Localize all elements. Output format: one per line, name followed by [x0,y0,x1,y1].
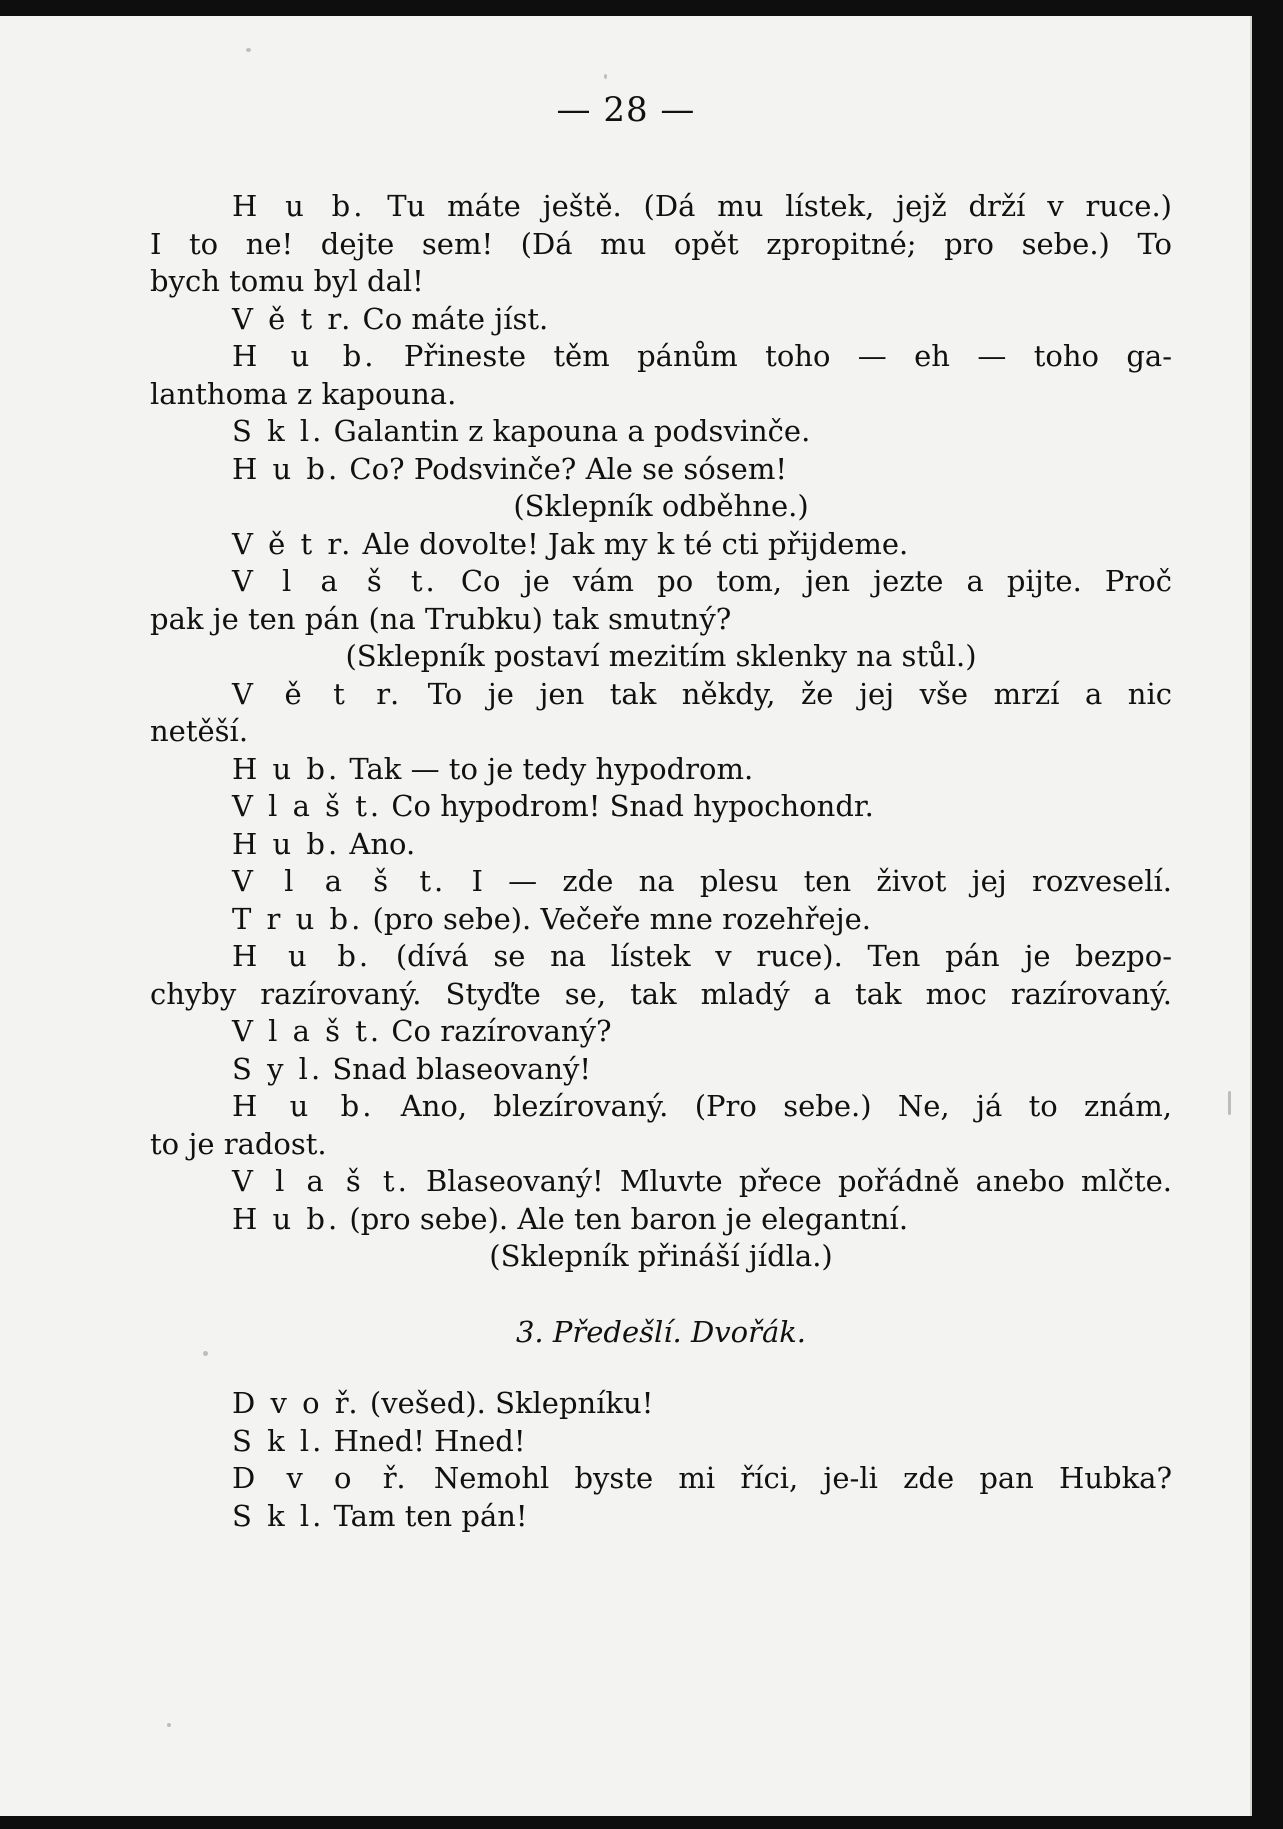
line-text: Tam ten pán! [324,1498,528,1533]
speaker-name: H u b. [232,939,372,973]
line-text: Co hypodrom! Snad hypochondr. [382,789,874,823]
line-text: (pro sebe). Ale ten baron je elegantní. [340,1201,909,1236]
page-number: — 28 — [556,90,696,130]
dialogue-line [150,1385,1172,1423]
line-text: lanthoma z kapouna. [150,376,457,411]
dialogue-block [150,188,1172,1276]
dialogue-line [150,1498,1172,1536]
dialogue-line [150,301,1172,339]
dialogue-line [150,1163,1172,1201]
book-page [0,16,1252,1816]
dialogue-line [150,1423,1172,1461]
line-text: pak je ten pán (na Trubku) tak smutný? [150,601,732,636]
line-text: Co máte jíst. [353,301,549,336]
line-text: Ale dovolte! Jak my k té cti přijdeme. [353,526,909,561]
spacer [150,1351,1172,1385]
line-text: Snad blaseovaný! [323,1051,592,1086]
speaker-name: V ě t r. [232,526,354,561]
dialogue-line [150,863,1172,901]
line-text: netěší. [150,714,249,748]
line-text: Tu máte ještě. (Dá mu lístek, jejž drží v ruce.) [365,189,1172,223]
line-text: Hned! Hned! [324,1423,526,1458]
speaker-name: V ě t r. [232,301,354,336]
line-text: (dívá se na lístek v ruce). Ten pán je bezpo- [371,939,1172,973]
line-text: (Sklepník přináší jídla.) [489,1239,833,1273]
dialogue-line [150,1013,1172,1051]
speaker-name: V l a š t. [232,564,438,598]
paper-speck [167,1723,171,1727]
dialogue-line [150,826,1172,864]
continuation-line [150,976,1172,1014]
line-text: (Sklepník odběhne.) [513,489,809,523]
dialogue-line [150,938,1172,976]
speaker-name: S y l. [232,1051,324,1086]
line-text: Co razírovaný? [382,1014,612,1048]
line-text: to je radost. [150,1126,327,1161]
speaker-name: V ě t r. [232,676,403,711]
speaker-name: H u b. [232,826,341,861]
speaker-name: V l a š t. [232,864,447,898]
speaker-name: D v o ř. [232,1386,361,1420]
page-edge-shadow [1250,16,1252,1816]
speaker-name: S k l. [232,1423,325,1458]
speaker-name: V l a š t. [232,1014,383,1048]
speaker-name: H u b. [232,451,341,486]
speaker-name: V l a š t. [232,1164,410,1198]
dialogue-line [150,1460,1172,1498]
continuation-line [150,263,1172,301]
speaker-name: H u b. [232,751,341,786]
paper-speck [1228,1091,1231,1115]
line-text: Tak — to je tedy hypodrom. [340,751,754,786]
line-text: To je jen tak někdy, že jej vše mrzí a nic [402,676,1172,711]
line-text: (pro sebe). Večeře mne rozehřeje. [363,901,871,936]
speaker-name: H u b. [232,189,366,223]
play-text [150,188,1172,1535]
line-text: Blaseovaný! Mluvte přece pořádně anebo mlčte. [409,1164,1172,1198]
dialogue-line [150,676,1172,714]
line-text: (vešed). Sklepníku! [360,1386,654,1420]
dialogue-line [150,1088,1172,1126]
dialogue-line [150,413,1172,451]
dialogue-line [150,788,1172,826]
dialogue-block [150,1385,1172,1535]
line-text: I to ne! dejte sem! (Dá mu opět zpropitné; pro sebe.) To [150,226,1172,261]
paper-speck [246,48,251,52]
dialogue-line [150,751,1172,789]
line-text: chyby razírovaný. Styďte se, tak mladý a tak moc razírovaný. [150,976,1172,1011]
dialogue-line [150,1051,1172,1089]
speaker-name: H u b. [232,339,377,373]
continuation-line [150,376,1172,414]
stage-direction [150,1238,1172,1276]
speaker-name: S k l. [232,414,325,448]
dialogue-line [150,526,1172,564]
line-text: Ano. [340,826,416,861]
stage-direction [150,488,1172,526]
dialogue-line [150,1201,1172,1239]
speaker-name: D v o ř. [232,1461,409,1495]
speaker-name: S k l. [232,1498,325,1533]
line-text: bych tomu byl dal! [150,264,424,298]
stage-direction [150,638,1172,676]
line-text: Co je vám po tom, jen jezte a pijte. Proč [437,564,1172,598]
dialogue-line [150,451,1172,489]
dialogue-line [150,563,1172,601]
dialogue-line [150,188,1172,226]
line-text: Galantin z kapouna a podsvinče. [324,414,811,448]
paper-speck [604,74,607,79]
line-text: Nemohl byste mi říci, je-li zde pan Hubka? [408,1461,1172,1495]
line-text: (Sklepník postaví mezitím sklenky na stůl.) [345,639,977,673]
speaker-name: T r u b. [232,901,364,936]
speaker-name: H u b. [232,1201,341,1236]
line-text: Ano, blezírovaný. (Pro sebe.) Ne, já to znám, [374,1089,1172,1123]
continuation-line [150,226,1172,264]
dialogue-line [150,338,1172,376]
continuation-line [150,601,1172,639]
line-text: Přineste těm pánům toho — eh — toho ga- [376,339,1172,373]
speaker-name: H u b. [232,1089,375,1123]
continuation-line [150,1126,1172,1164]
dialogue-line [150,901,1172,939]
scene-heading: 3. Předešlí. Dvořák. [515,1314,807,1349]
line-text: Co? Podsvinče? Ale se sósem! [340,451,787,486]
line-text: I — zde na plesu ten život jej rozveselí. [446,864,1172,898]
speaker-name: V l a š t. [232,789,383,823]
spacer [150,1276,1172,1314]
continuation-line [150,713,1172,751]
